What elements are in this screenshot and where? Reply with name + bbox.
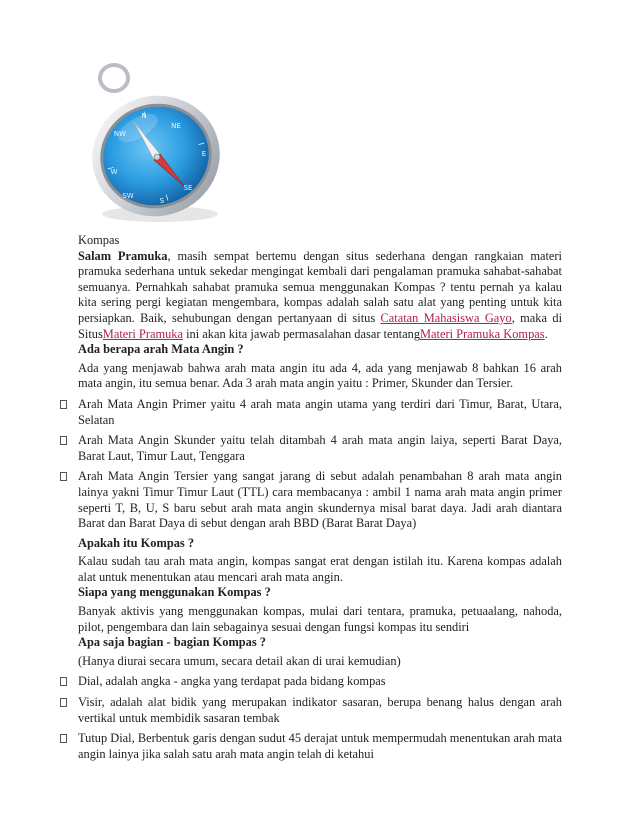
compass-label-n: N <box>141 112 147 120</box>
bullet-box-icon <box>60 698 67 707</box>
section-2-heading: Apakah itu Kompas ? <box>78 535 195 550</box>
section-1-paragraph: Ada yang menjawab bahwa arah mata angin itu ada 4, ada yang menjawab 8 bahkan 16 arah mata angin, itu semua benar. Ada 3 arah mata angin yaitu : Primer, Skunder dan Tersier. <box>78 360 562 391</box>
section-3-heading: Siapa yang menggunakan Kompas ? <box>78 585 271 600</box>
intro-paragraph: Salam Pramuka, masih sempat bertemu dengan situs sederhana dengan rangkaian materi pramuka sederhana untuk sekedar mengingat kembali dari pengalaman pramuka sahabat-sahabat semuanya. Pernahkah sahabat pramuka semua menggunakan Kompas ? tentu pernah ya kalau kita sering pergi kegiatan mengembara, kompas adalah salah satu alat yang penting untuk kita persiapkan. Baik, sehubungan dengan pertanyaan di situs Catatan Mahasiswa Gayo, maka di SitusMateri Pramuka ini akan kita jawab permasalahan dasar tentangMateri Pramuka Kompas. <box>78 248 563 341</box>
compass-label-s: S <box>159 197 165 205</box>
section-2-paragraph: Kalau sudah tau arah mata angin, kompas sangat erat dengan istilah itu. Karena kompas adalah alat untuk menentukan atau mencari arah mata angin. <box>78 554 562 584</box>
compass-label-sw: SW <box>122 192 134 200</box>
list-item: Arah Mata Angin Tersier yang sangat jarang di sebut adalah penambahan 8 arah mata angin lainya yakni Timur Timur Laut (TTL) cara membacanya : ambil 1 nama arah mata angin primer seperti T, B, U, S baru sebut arah mata angin skundernya misal barat daya. Jadi arah diantara Barat dan Barat Daya di sebut dengan arah BBD (Barat Barat Daya) <box>78 469 562 531</box>
compass-label-nw: NW <box>113 130 127 138</box>
link-materi-pramuka-kompas[interactable]: Materi Pramuka Kompas <box>420 326 545 341</box>
list-item: Dial, adalah angka - angka yang terdapat pada bidang kompas <box>78 674 562 690</box>
section-1-heading: Ada berapa arah Mata Angin ? <box>78 342 244 357</box>
bullet-box-icon <box>60 734 67 743</box>
list-item: Visir, adalah alat bidik yang merupakan indikator sasaran, berupa benang halus dengan arah vertikal untuk membidik sasaran tembak <box>78 695 562 726</box>
section-3-paragraph: Banyak aktivis yang menggunakan kompas, mulai dari tentara, pramuka, petuaalang, nahoda, pilot, pengembara dan lain sebagainya sesuai dengan fungsi kompas itu sendiri <box>78 604 562 634</box>
bullet-box-icon <box>60 472 67 481</box>
compass-label-w: W <box>110 168 118 176</box>
intro-lead: Salam Pramuka <box>78 248 168 263</box>
link-catatan-mahasiswa-gayo[interactable]: Catatan Mahasiswa Gayo <box>380 310 512 325</box>
image-caption: Kompas <box>78 233 120 247</box>
section-4-paragraph: (Hanya diurai secara umum, secara detail akan di urai kemudian) <box>78 653 401 668</box>
document-body <box>78 233 562 762</box>
compass-label-se: SE <box>183 184 193 192</box>
section-4-heading: Apa saja bagian - bagian Kompas ? <box>78 635 266 650</box>
list-item: Tutup Dial, Berbentuk garis dengan sudut 45 derajat untuk mempermudah menentukan arah mata angin lainya jika salah satu arah mata angin telah di ketahui <box>78 731 562 762</box>
compass-label-ne: NE <box>171 122 181 130</box>
bullet-box-icon <box>60 400 67 409</box>
bullet-box-icon <box>60 436 67 445</box>
compass-image <box>72 56 232 226</box>
list-item: Arah Mata Angin Primer yaitu 4 arah mata angin utama yang terdiri dari Timur, Barat, Utara, Selatan <box>78 397 562 428</box>
bullet-box-icon <box>60 677 67 686</box>
compass-label-e: E <box>201 150 207 158</box>
list-item: Arah Mata Angin Skunder yaitu telah ditambah 4 arah mata angin laiya, seperti Barat Daya, Barat Laut, Timur Laut, Tenggara <box>78 433 562 464</box>
link-materi-pramuka[interactable]: Materi Pramuka <box>102 326 183 341</box>
compass-ring <box>100 65 128 91</box>
